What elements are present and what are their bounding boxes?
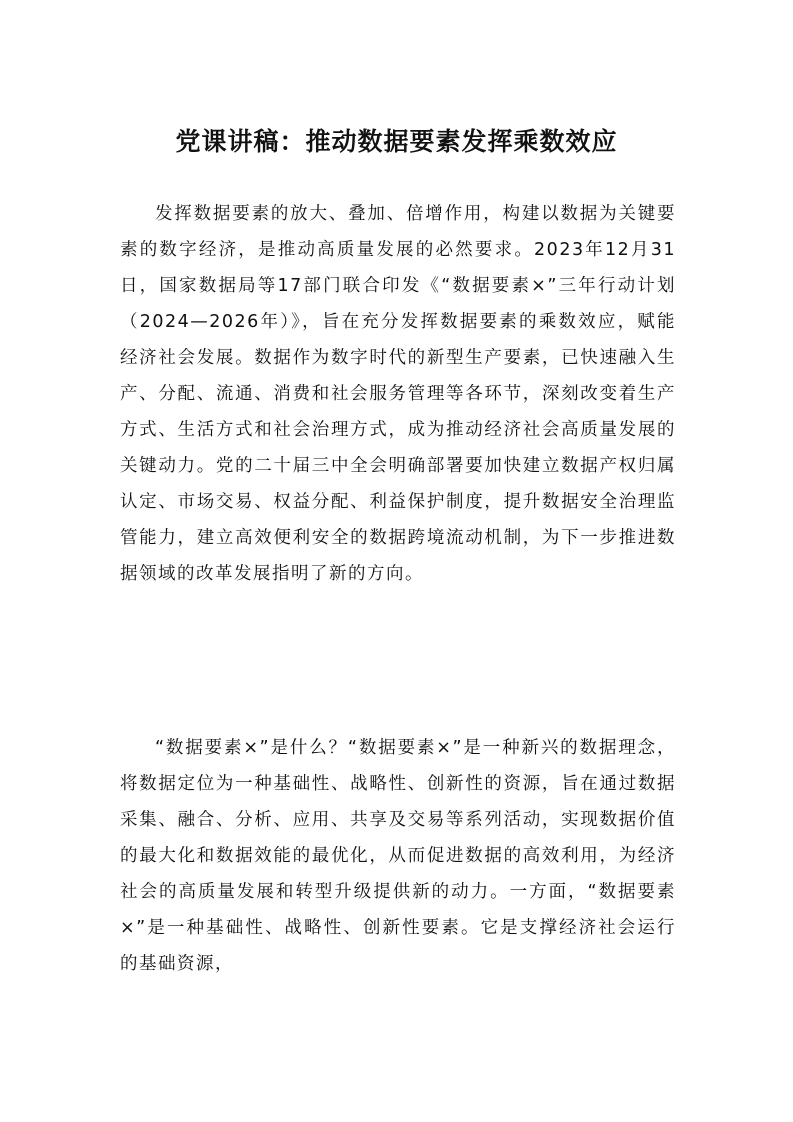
paragraph-what-is-data-element: “数据要素×”是什么？“数据要素×”是一种新兴的数据理念，将数据定位为一种基础性、战略性、创新性的资源，旨在通过数据采集、融合、分析、应用、共享及交易等系列活动，实现数据价值的最大化和数据效能的最优化，从而促进数据的高效利用，为经济社会的高质量发展和转型升级提供新的动力。一方面，“数据要素×”是一种基础性、战略性、创新性要素。它是支撑经济社会运行的基础资源， (120, 738, 676, 974)
document-title: 党课讲稿：推动数据要素发挥乘数效应 (175, 127, 618, 156)
paragraph-intro: 发挥数据要素的放大、叠加、倍增作用，构建以数据为关键要素的数字经济，是推动高质量发展的必然要求。2023年12月31日，国家数据局等17部门联合印发《“数据要素×”三年行动计划（2024—2026年）》，旨在充分发挥数据要素的乘数效应，赋能经济社会发展。数据作为数字时代的新型生产要素，已快速融入生产、分配、流通、消费和社会服务管理等各环节，深刻改变着生产方式、生活方式和社会治理方式，成为推动经济社会高质量发展的关键动力。党的二十届三中全会明确部署要加快建立数据产权归属认定、市场交易、权益分配、利益保护制度，提升数据安全治理监管能力，建立高效便利安全的数据跨境流动机制，为下一步推进数据领域的改革发展指明了新的方向。 (120, 204, 676, 584)
